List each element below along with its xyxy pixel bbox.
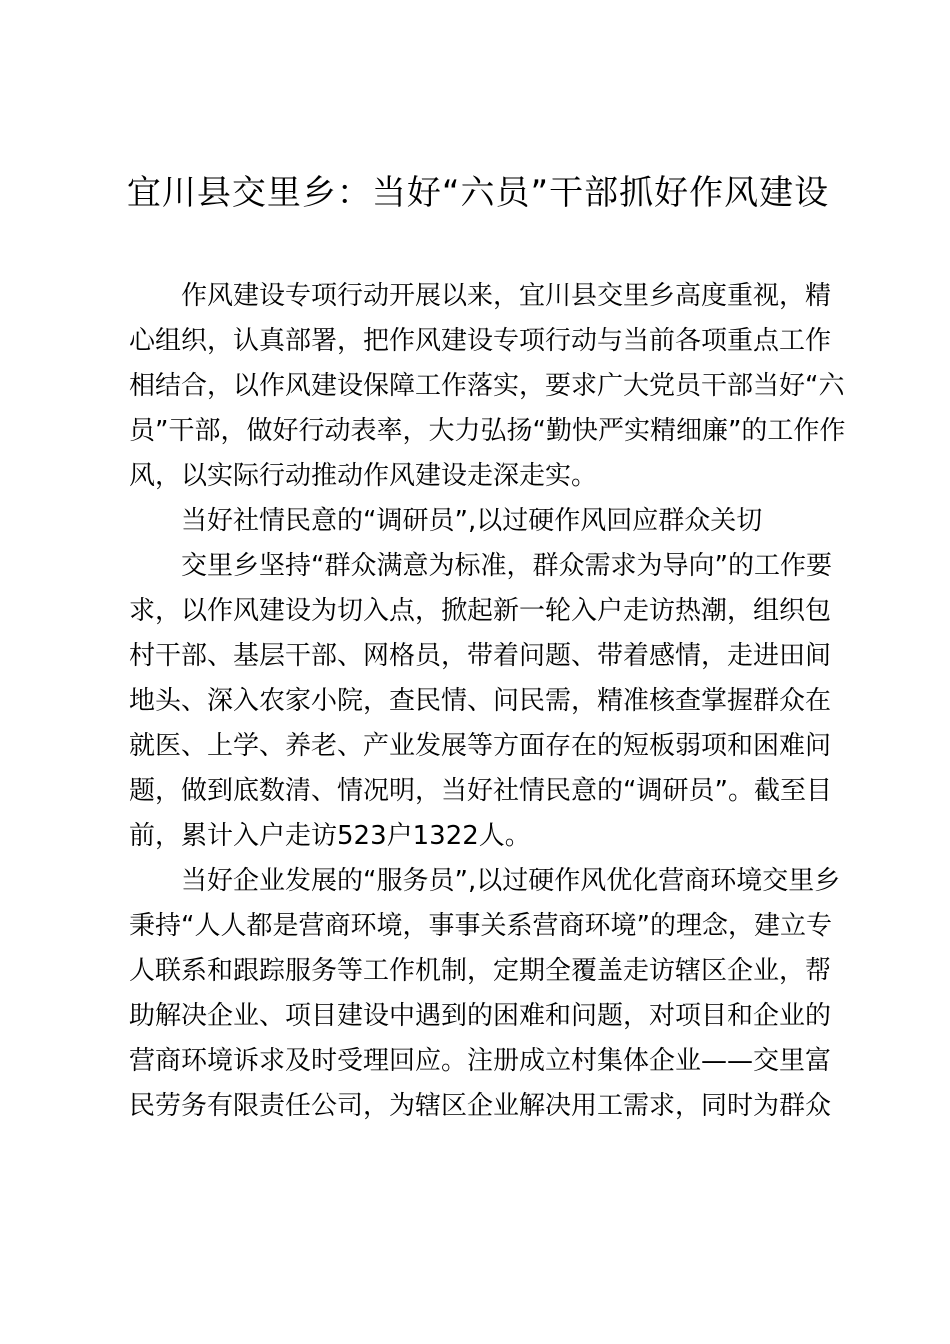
- paragraph-line: 前，累计入户走访523户1322人。: [129, 821, 531, 851]
- paragraph-line: 营商环境诉求及时受理回应。注册成立村集体企业——交里富: [129, 1046, 832, 1076]
- paragraph-line: 地头、深入农家小院，查民情、问民需，精准核查掌握群众在: [129, 686, 832, 716]
- paragraph-line: 作风建设专项行动开展以来，宜川县交里乡高度重视，精: [181, 281, 832, 311]
- section-heading: 当好社情民意的“调研员”,以过硬作风回应群众关切: [181, 506, 763, 536]
- paragraph-line: 就医、上学、养老、产业发展等方面存在的短板弱项和困难问: [129, 731, 832, 761]
- paragraph-line: 交里乡坚持“群众满意为标准，群众需求为导向”的工作要: [181, 551, 832, 581]
- document-title: 宜川县交里乡：当好“六员”干部抓好作风建设: [126, 173, 830, 213]
- paragraph-line: 求，以作风建设为切入点，掀起新一轮入户走访热潮，组织包: [129, 596, 832, 626]
- paragraph-line: 相结合，以作风建设保障工作落实，要求广大党员干部当好“六: [129, 371, 845, 401]
- paragraph-line: 人联系和跟踪服务等工作机制，定期全覆盖走访辖区企业，帮: [129, 956, 832, 986]
- document-body: [129, 274, 846, 1129]
- paragraph-line: 民劳务有限责任公司，为辖区企业解决用工需求，同时为群众: [129, 1091, 832, 1121]
- paragraph-line: 员”干部，做好行动表率，大力弘扬“勤快严实精细廉”的工作作: [129, 416, 846, 446]
- paragraph-line: 村干部、基层干部、网格员，带着问题、带着感情，走进田间: [129, 641, 832, 671]
- paragraph-line: 风，以实际行动推动作风建设走深走实。: [129, 461, 598, 491]
- paragraph-line: 秉持“人人都是营商环境，事事关系营商环境”的理念，建立专: [129, 911, 832, 941]
- paragraph-line: 助解决企业、项目建设中遇到的困难和问题，对项目和企业的: [129, 1001, 832, 1031]
- paragraph-line: 题，做到底数清、情况明，当好社情民意的“调研员”。截至目: [129, 776, 832, 806]
- paragraph-line: 心组织，认真部署，把作风建设专项行动与当前各项重点工作: [129, 326, 832, 356]
- paragraph-line: 当好企业发展的“服务员”,以过硬作风优化营商环境交里乡: [181, 866, 841, 896]
